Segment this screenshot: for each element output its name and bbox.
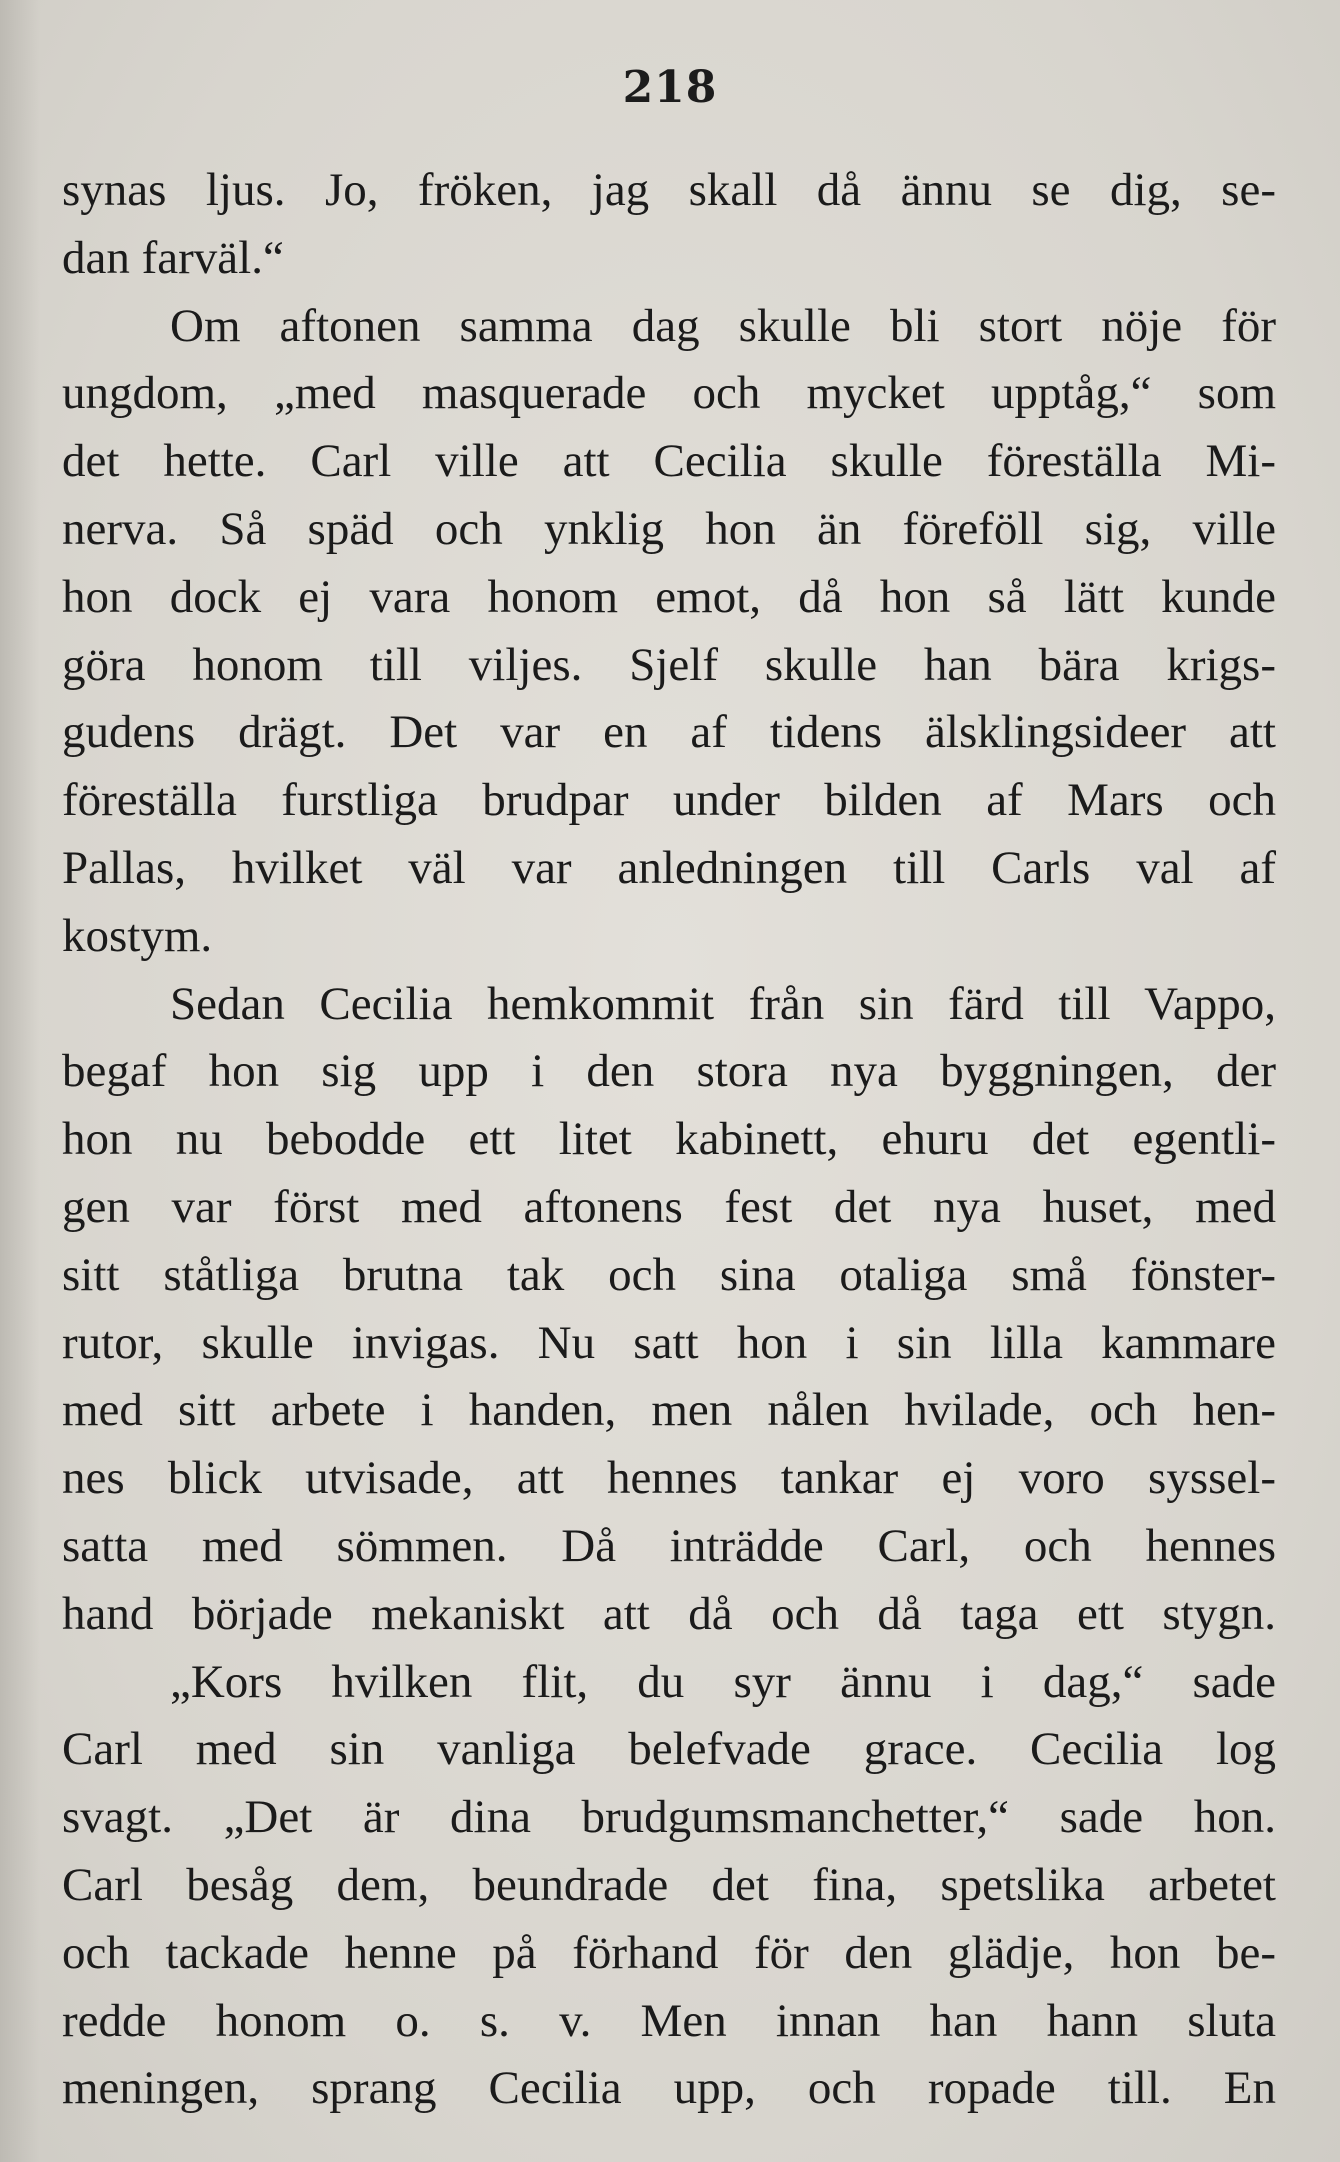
text-line: göra honom till viljes. Sjelf skulle han bära krigs-: [62, 638, 1276, 691]
text-line: hon dock ej vara honom emot, då hon så lätt kunde: [62, 570, 1276, 623]
text-line: med sitt arbete i handen, men nålen hvilade, och hen-: [62, 1384, 1276, 1437]
text-line: hand började mekaniskt att då och då taga ett stygn.: [62, 1587, 1276, 1640]
text-line: redde honom o. s. v. Men innan han hann sluta: [62, 1994, 1276, 2047]
page-number: 218: [622, 62, 718, 113]
text-line: svagt. „Det är dina brudgumsmanchetter,“ sade hon.: [62, 1791, 1276, 1844]
text-line: Om aftonen samma dag skulle bli stort nöje för: [170, 299, 1276, 352]
body-text: [62, 157, 1276, 2123]
text-line: synas ljus. Jo, fröken, jag skall då ännu se dig, se-: [62, 164, 1276, 216]
text-line: nerva. Så späd och ynklig hon än föreföll sig, ville: [62, 502, 1276, 555]
text-line: rutor, skulle invigas. Nu satt hon i sin lilla kammare: [62, 1316, 1276, 1369]
text-line: det hette. Carl ville att Cecilia skulle föreställa Mi-: [62, 435, 1276, 488]
text-line: ungdom, „med masquerade och mycket upptåg,“ som: [62, 367, 1276, 420]
text-line: och tackade henne på förhand för den glädje, hon be-: [62, 1926, 1276, 1979]
text-line: „Kors hvilken flit, du syr ännu i dag,“ sade: [170, 1655, 1276, 1708]
text-line: Carl med sin vanliga belefvade grace. Cecilia log: [62, 1723, 1276, 1776]
text-line: Carl besåg dem, beundrade det fina, spetslika arbetet: [62, 1858, 1276, 1911]
text-line: kostym.: [62, 909, 213, 962]
text-line: dan farväl.“: [62, 231, 284, 284]
text-line: gen var först med aftonens fest det nya huset, med: [62, 1180, 1276, 1233]
text-line: sitt ståtliga brutna tak och sina otaliga små fönster-: [62, 1248, 1276, 1301]
text-line: nes blick utvisade, att hennes tankar ej voro syssel-: [62, 1452, 1276, 1505]
text-line: Sedan Cecilia hemkommit från sin färd till Vappo,: [170, 977, 1276, 1030]
text-line: hon nu bebodde ett litet kabinett, ehuru det egentli-: [62, 1113, 1276, 1166]
text-line: Pallas, hvilket väl var anledningen till Carls val af: [62, 841, 1276, 894]
text-line: föreställa furstliga brudpar under bilden af Mars och: [62, 774, 1276, 827]
text-line: gudens drägt. Det var en af tidens älsklingsideer att: [62, 706, 1276, 759]
gutter-shadow: [0, 0, 40, 2162]
text-line: meningen, sprang Cecilia upp, och ropade till. En: [62, 2062, 1276, 2115]
text-line: begaf hon sig upp i den stora nya byggningen, der: [62, 1045, 1276, 1098]
text-line: satta med sömmen. Då inträdde Carl, och hennes: [62, 1519, 1276, 1572]
